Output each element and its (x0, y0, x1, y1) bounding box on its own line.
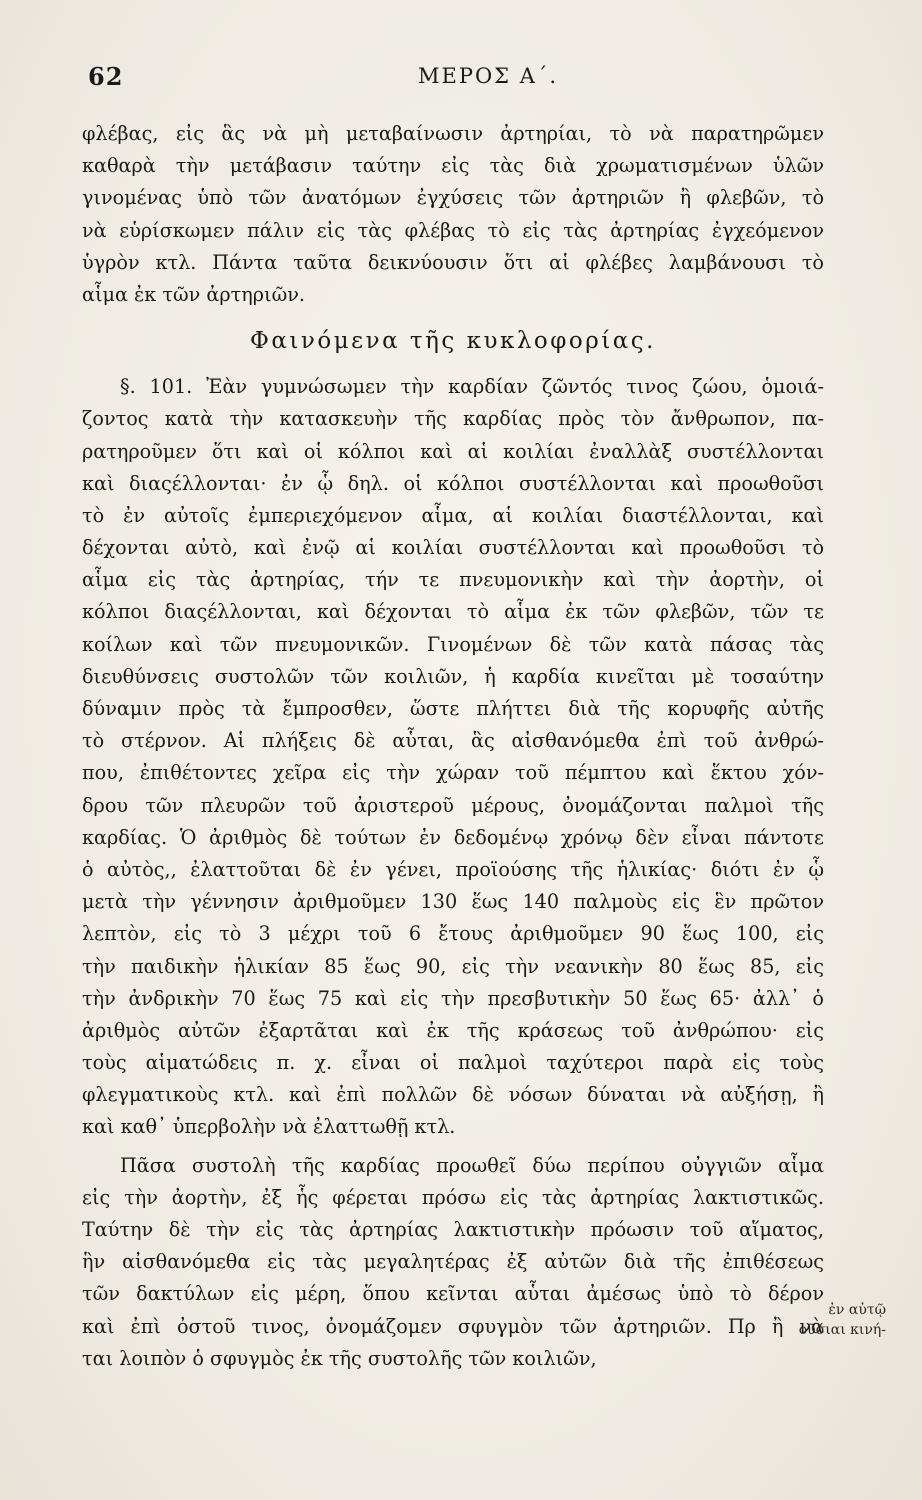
text-line: φλεγματικοὺς κτλ. καὶ ἐπὶ πολλῶν δὲ νόσων δύναται νὰ αὐξήσῃ, ἢ (82, 1083, 824, 1107)
text-line: ἀριθμὸς αὐτῶν ἐξαρτᾶται καὶ ἐκ τῆς κράσεως τοῦ ἀνθρώπου· εἰς (82, 1018, 824, 1042)
text-line: δέχονται αὐτὸ, καὶ ἐνῷ αἱ κοιλίαι συστέλλονται καὶ προωθοῦσι τὸ (82, 536, 824, 560)
text-line: ρατηροῦμεν ὅτι καὶ οἱ κόλποι καὶ αἱ κοιλίαι ἐναλλὰξ συστέλλονται (82, 439, 824, 463)
text-line: γινομένας ὑπὸ τῶν ἀνατόμων ἐγχύσεις τῶν ἀρτηριῶν ἢ φλεβῶν, τὸ (82, 186, 824, 210)
text-line: ζοντος κατὰ τὴν κατασκευὴν τῆς καρδίας πρὸς τὸν ἄνθρωπον, πα- (82, 407, 824, 431)
margin-fragment-line: ἐν αὐτῷ (828, 1302, 886, 1318)
text-line: φλέβας, εἰς ἃς νὰ μὴ μεταβαίνωσιν ἀρτηρίαι, τὸ νὰ παρατηρῶμεν (82, 122, 824, 145)
text-line: που, ἐπιθέτοντες χεῖρα εἰς τὴν χώραν τοῦ πέμπτου καὶ ἕκτου χόν- (82, 761, 824, 785)
text-line: τὸ ἐν αὐτοῖς ἐμπεριεχόμενον αἷμα, αἱ κοιλίαι διαστέλλονται, καὶ (82, 503, 824, 527)
text-line: διευθύνσεις συστολῶν τῶν κοιλιῶν, ἡ καρδία κινεῖται μὲ τοσαύτην (82, 664, 824, 688)
text-line: Πᾶσα συστολὴ τῆς καρδίας προωθεῖ δύω περίπου οὐγγιῶν αἷμα (120, 1153, 824, 1177)
text-line: ται λοιπὸν ὁ σφυγμὸς ἐκ τῆς συστολῆς τῶν κοιλιῶν, (82, 1346, 597, 1370)
running-title: ΜΕΡΟΣ Α΄. (418, 64, 559, 88)
text-line: αἷμα ἐκ τῶν ἀρτηριῶν. (82, 282, 305, 306)
text-line: ὁ αὐτὸς,, ἐλαττοῦται δὲ ἐν γένει, προϊούσης τῆς ἡλικίας· διότι ἐν ᾧ (82, 857, 824, 881)
body-text (82, 118, 824, 1375)
text-line: εἰς τὴν ἀορτὴν, ἐξ ἧς φέρεται πρόσω εἰς τὰς ἀρτηρίας λακτιστικῶς. (82, 1185, 824, 1209)
text-line: τῶν δακτύλων εἰς μέρη, ὅπου κεῖνται αὗται ἀμέσως ὑπὸ τὸ δέρον (82, 1282, 824, 1306)
paragraph-3 (82, 1150, 824, 1375)
page-number: 62 (88, 62, 124, 91)
page-header (88, 58, 828, 98)
text-line: νὰ εὑρίσκωμεν πάλιν εἰς τὰς φλέβας τὸ εἰς τὰς ἀρτηρίας ἐγχεόμενον (82, 218, 824, 242)
section-heading: Φαινόμενα τῆς κυκλοφορίας. (250, 328, 656, 355)
text-line: §. 101. Ἐὰν γυμνώσωμεν τὴν καρδίαν ζῶντός τινος ζώου, ὁμοιά- (120, 375, 824, 399)
text-line: κοίλων καὶ τῶν πνευμονικῶν. Γινομένων δὲ τῶν κατὰ πάσας τὰς (82, 632, 824, 656)
margin-fragment (799, 1300, 886, 1340)
margin-fragment-line: οῦσιαι κινή- (798, 1322, 886, 1338)
text-line: καὶ καθ᾽ ὑπερβολὴν νὰ ἐλαττωθῇ κτλ. (82, 1115, 456, 1139)
text-line: δύναμιν πρὸς τὰ ἔμπροσθεν, ὥστε πλήττει διὰ τῆς κορυφῆς αὐτῆς (82, 697, 824, 720)
text-line: λεπτὸν, εἰς τὸ 3 μέχρι τοῦ 6 ἔτους ἀριθμοῦμεν 90 ἕως 100, εἰς (82, 922, 824, 946)
text-line: τὸ στέρνον. Αἱ πλήξεις δὲ αὗται, ἃς αἰσθανόμεθα ἐπὶ τοῦ ἀνθρώ- (82, 729, 824, 753)
text-line: καρδίας. Ὁ ἀριθμὸς δὲ τούτων ἐν δεδομένῳ χρόνῳ δὲν εἶναι πάντοτε (82, 825, 824, 849)
text-line: τὴν ἀνδρικὴν 70 ἕως 75 καὶ εἰς τὴν πρεσβυτικὴν 50 ἕως 65· ἀλλ᾽ ὁ (82, 986, 824, 1010)
text-line: Ταύτην δὲ τὴν εἰς τὰς ἀρτηρίας λακτιστικὴν πρόωσιν τοῦ αἵματος, (82, 1218, 824, 1241)
paragraph-2 (82, 371, 824, 1144)
text-line: κόλποι διαςέλλονται, καὶ δέχονται τὸ αἷμα ἐκ τῶν φλεβῶν, τῶν τε (82, 600, 824, 624)
text-line: τοὺς αἱματώδεις π. χ. εἶναι οἱ παλμοὶ ταχύτεροι παρὰ εἰς τοὺς (82, 1051, 824, 1075)
text-line: αἷμα εἰς τὰς ἀρτηρίας, τήν τε πνευμονικὴν καὶ τὴν ἀορτὴν, οἱ (82, 568, 824, 592)
text-line: δρου τῶν πλευρῶν τοῦ ἀριστεροῦ μέρους, ὀνομάζονται παλμοὶ τῆς (82, 793, 824, 817)
text-line: καὶ ἐπὶ ὀστοῦ τινος, ὀνομάζομεν σφυγμὸν τῶν ἀρτηριῶν. Πρ ἢ νὰ (82, 1314, 824, 1338)
text-line: καθαρὰ τὴν μετάβασιν ταύτην εἰς τὰς διὰ χρωματισμένων ὑλῶν (82, 154, 824, 178)
text-line: τὴν παιδικὴν ἡλικίαν 85 ἕως 90, εἰς τὴν νεανικὴν 80 ἕως 85, εἰς (82, 954, 824, 978)
text-line: μετὰ τὴν γέννησιν ἀριθμοῦμεν 130 ἕως 140 παλμοὺς εἰς ἓν πρῶτον (82, 890, 824, 914)
text-line: καὶ διαςέλλονται· ἐν ᾧ δηλ. οἱ κόλποι συστέλλονται καὶ προωθοῦσι (82, 471, 824, 495)
text-line: ὑγρὸν κτλ. Πάντα ταῦτα δεικνύουσιν ὅτι αἱ φλέβες λαμβάνουσι τὸ (82, 250, 824, 274)
paragraph-1 (82, 118, 824, 311)
text-line: ἣν αἰσθανόμεθα εἰς τὰς μεγαλητέρας ἐξ αὐτῶν διὰ τῆς ἐπιθέσεως (82, 1250, 824, 1274)
